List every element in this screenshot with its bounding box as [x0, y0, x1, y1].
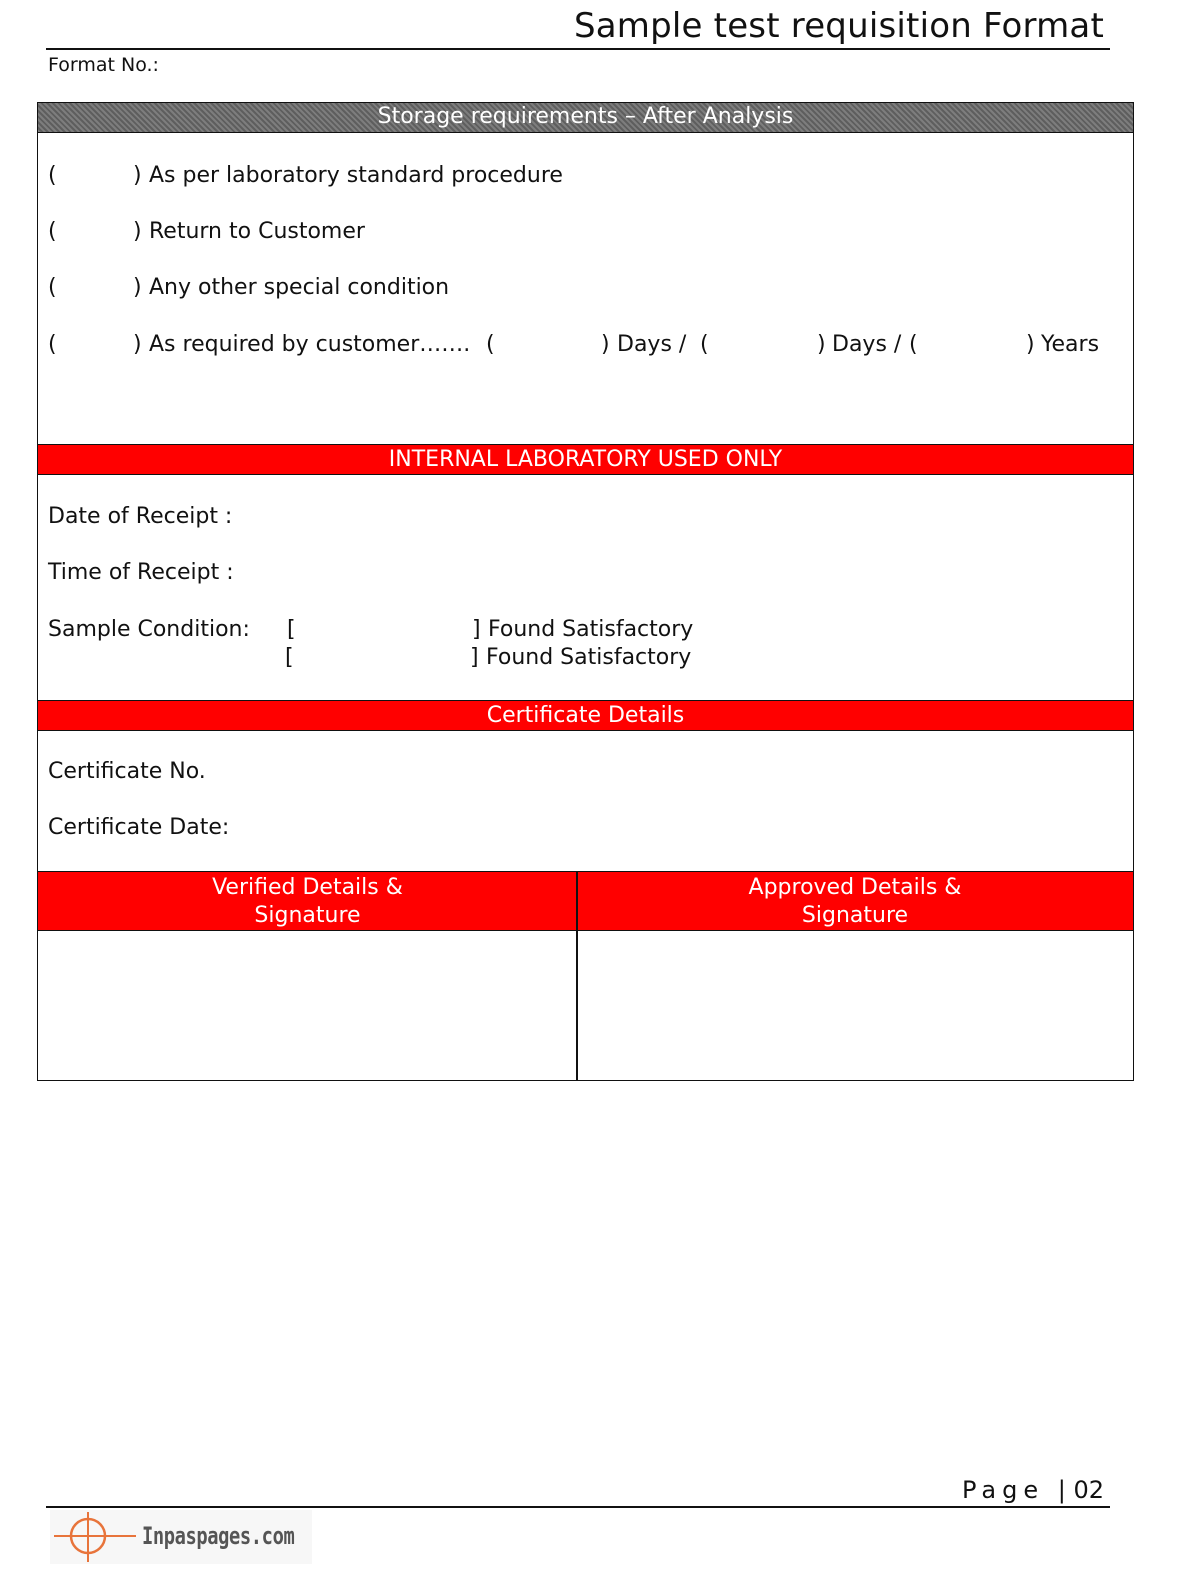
condition-option-label: Found Satisfactory [486, 645, 692, 670]
condition-box-open[interactable]: [ [287, 617, 296, 642]
days-field-close: ) [817, 332, 826, 357]
title-rule [46, 48, 1110, 50]
days-field-close: ) [601, 332, 610, 357]
checkbox-close-paren: ) [133, 219, 142, 244]
verified-heading-line1: Verified Details & [212, 875, 403, 900]
days-unit-label: Days / [832, 332, 902, 357]
checkbox-close-paren: ) [133, 163, 142, 188]
checkbox-close-paren: ) [133, 275, 142, 300]
years-field-close: ) [1026, 332, 1035, 357]
page-number [962, 1476, 1104, 1504]
logo-text: Inpaspages.com [142, 1522, 295, 1550]
sample-condition-label: Sample Condition: [48, 617, 250, 642]
storage-option-label: Return to Customer [149, 219, 365, 244]
years-unit-label: Years [1041, 332, 1100, 357]
page-separator: | [1057, 1476, 1074, 1504]
time-of-receipt-label: Time of Receipt : [48, 560, 234, 585]
storage-option-label: Any other special condition [149, 275, 450, 300]
verified-signature-heading [38, 871, 577, 931]
approved-heading-line1: Approved Details & [748, 875, 962, 900]
page-label: Page [961, 1476, 1045, 1504]
condition-option-label: Found Satisfactory [488, 617, 694, 642]
certificate-heading: Certificate Details [38, 700, 1133, 731]
days-unit-label: Days / [617, 332, 687, 357]
storage-heading: Storage requirements – After Analysis [38, 103, 1133, 133]
days-field-open[interactable]: ( [486, 332, 495, 357]
approved-signature-box[interactable] [578, 931, 1133, 1080]
checkbox-open-paren[interactable]: ( [48, 163, 57, 188]
certificate-no-label: Certificate No. [48, 759, 206, 784]
internal-heading: INTERNAL LABORATORY USED ONLY [38, 444, 1133, 475]
document-title: Sample test requisition Format [573, 6, 1104, 46]
days-field-open[interactable]: ( [700, 332, 709, 357]
footer-rule [46, 1506, 1110, 1508]
requisition-form [37, 102, 1134, 1081]
condition-box-open[interactable]: [ [285, 645, 294, 670]
storage-option-label: As per laboratory standard procedure [149, 163, 563, 188]
checkbox-open-paren[interactable]: ( [48, 219, 57, 244]
verified-heading-line2: Signature [254, 903, 361, 928]
checkbox-open-paren[interactable]: ( [48, 332, 57, 357]
page-number-value: 02 [1073, 1476, 1104, 1504]
approved-heading-line2: Signature [801, 903, 909, 928]
condition-box-close: ] [472, 617, 481, 642]
crosshair-icon [50, 1510, 140, 1564]
condition-box-close: ] [470, 645, 479, 670]
approved-signature-heading [577, 871, 1133, 931]
certificate-date-label: Certificate Date: [48, 815, 230, 840]
date-of-receipt-label: Date of Receipt : [48, 504, 233, 529]
verified-signature-box[interactable] [38, 931, 576, 1080]
format-no-label: Format No.: [48, 54, 159, 76]
checkbox-close-paren: ) [133, 332, 142, 357]
site-logo [50, 1510, 312, 1564]
years-field-open[interactable]: ( [909, 332, 918, 357]
storage-option-label: As required by customer……. [149, 332, 471, 357]
checkbox-open-paren[interactable]: ( [48, 275, 57, 300]
